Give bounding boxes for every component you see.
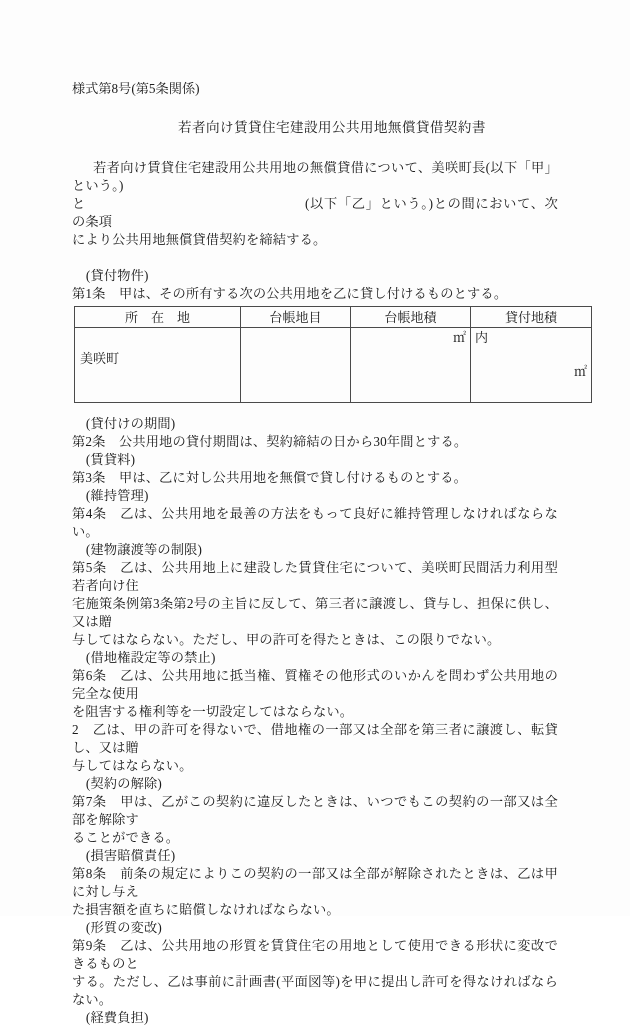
article-heading-7: (契約の解除)	[85, 776, 162, 791]
article-8-continuation-1: た損害額を直ちに賠償しなければならない。	[72, 902, 340, 917]
article-number-3: 第3条	[72, 470, 106, 485]
cell-lease-area[interactable]	[471, 328, 592, 403]
article-5-continuation-2: 与してはならない。ただし、甲の許可を得たときは、この限りでない。	[72, 632, 501, 647]
article-heading-5: (建物譲渡等の制限)	[85, 542, 203, 557]
article-9-continuation-1: する。ただし、乙は事前に計画書(平面図等)を甲に提出し許可を得なければならない。	[72, 974, 558, 1007]
article-number-2: 第2条	[72, 434, 106, 449]
cell-lease-area-unit: ㎡	[573, 364, 587, 379]
cell-location-value: 美咲町	[80, 351, 120, 366]
article-9	[72, 937, 558, 973]
article-heading-3: (賃貸料)	[85, 452, 136, 467]
land-table	[74, 306, 592, 403]
intro-party-otsu-prefix: と	[72, 196, 86, 211]
article-6-item-2-continuation-1: 与してはならない。	[72, 758, 193, 773]
article-7-continuation-1: ることができる。	[72, 830, 180, 845]
article-5-continuation-1: 宅施策条例第3条第2号の主旨に反して、第三者に譲渡し、貸与し、担保に供し、又は贈	[72, 596, 558, 629]
form-number: 様式第8号(第5条関係)	[72, 81, 200, 96]
article-6-item-2	[72, 721, 558, 757]
article-7	[72, 793, 558, 829]
article-number-8: 第8条	[72, 866, 107, 881]
article-heading-10: (経費負担)	[85, 1010, 149, 1025]
article-block-3	[72, 451, 558, 487]
article-heading-4: (維持管理)	[85, 488, 149, 503]
intro-line-1: 若者向け賃貸住宅建設用公共用地の無償貸借について、美咲町長(以下「甲」という。)	[72, 160, 558, 193]
article-block-7	[72, 775, 558, 847]
article-block-2	[72, 415, 558, 451]
article-block-6-item-2	[72, 721, 558, 775]
header-register-area: 台帳地積	[351, 307, 471, 328]
article-3	[72, 469, 558, 487]
article-number-4: 第4条	[72, 506, 107, 521]
article-4	[72, 505, 558, 541]
spacer	[72, 403, 558, 415]
header-location: 所 在 地	[75, 307, 241, 328]
article-body-4: 乙は、公共用地を最善の方法をもって良好に維持管理しなければならない。	[72, 506, 558, 539]
article-block-1	[72, 267, 558, 303]
article-body-3: 甲は、乙に対し公共用地を無償で貸し付けるものとする。	[118, 470, 468, 485]
cell-location[interactable]	[75, 328, 241, 403]
article-5	[72, 559, 558, 595]
article-body-2: 公共用地の貸付期間は、契約締結の日から30年間とする。	[118, 434, 468, 449]
article-heading-2: (貸付けの期間)	[85, 416, 176, 431]
article-body-9: 乙は、公共用地の形質を賃貸住宅の用地として使用できる形状に変改できるものと	[72, 938, 558, 971]
article-body-5: 乙は、公共用地上に建設した賃貸住宅について、美咲町民間活力利用型若者向け住	[72, 560, 559, 593]
article-block-5	[72, 541, 558, 649]
article-number-9: 第9条	[72, 938, 107, 953]
article-heading-9: (形質の変改)	[85, 920, 162, 935]
article-number-1: 第1条	[72, 286, 106, 301]
document-body	[72, 80, 587, 1027]
article-number-6: 第6条	[72, 668, 107, 683]
table-row	[75, 328, 592, 403]
article-heading-8: (損害賠償責任)	[85, 848, 176, 863]
article-body-1: 甲は、その所有する次の公共用地を乙に貸し付けるものとする。	[118, 286, 508, 301]
article-number-5: 第5条	[72, 560, 107, 575]
article-6-item-2-body: 乙は、甲の許可を得ないで、借地権の一部又は全部を第三者に譲渡し、転貸し、又は贈	[72, 722, 558, 755]
article-block-6	[72, 649, 558, 721]
intro-line-3: により公共用地無償貸借契約を締結する。	[72, 232, 327, 247]
article-6-continuation-1: を阻害する権利等を一切設定してはならない。	[72, 704, 354, 719]
intro-line-2-after: (以下「乙」という。)との間において、次の条項	[72, 196, 559, 229]
article-block-9	[72, 919, 558, 1009]
article-number-7: 第7条	[72, 794, 107, 809]
article-block-8	[72, 847, 558, 919]
article-8	[72, 865, 558, 901]
header-register-category: 台帳地目	[241, 307, 351, 328]
header-lease-area: 貸付地積	[471, 307, 592, 328]
cell-lease-area-label: 内	[475, 330, 489, 345]
intro-paragraph	[72, 159, 558, 249]
article-block-4	[72, 487, 558, 541]
intro-line-2	[72, 195, 558, 231]
table-header-row	[75, 307, 592, 328]
cell-register-area[interactable]	[351, 328, 471, 403]
article-body-7: 甲は、乙がこの契約に違反したときは、いつでもこの契約の一部又は全部を解除す	[72, 794, 558, 827]
article-body-8: 前条の規定によりこの契約の一部又は全部が解除されたときは、乙は甲に対し与え	[72, 866, 558, 899]
cell-register-area-unit: ㎡	[452, 330, 466, 345]
article-block-10	[72, 1009, 558, 1027]
article-body-6: 乙は、公共用地に抵当権、質権その他形式のいかんを問わず公共用地の完全な使用	[72, 668, 558, 701]
article-heading-1: (貸付物件)	[85, 268, 149, 283]
article-2	[72, 433, 558, 451]
spacer	[72, 249, 558, 267]
cell-register-category[interactable]	[241, 328, 351, 403]
document-title: 若者向け賃貸住宅建設用公共用地無償貸借契約書	[178, 120, 486, 135]
article-1	[72, 285, 558, 303]
article-heading-6: (借地権設定等の禁止)	[85, 650, 216, 665]
article-6	[72, 667, 558, 703]
article-item-number-2: 2	[72, 722, 79, 737]
